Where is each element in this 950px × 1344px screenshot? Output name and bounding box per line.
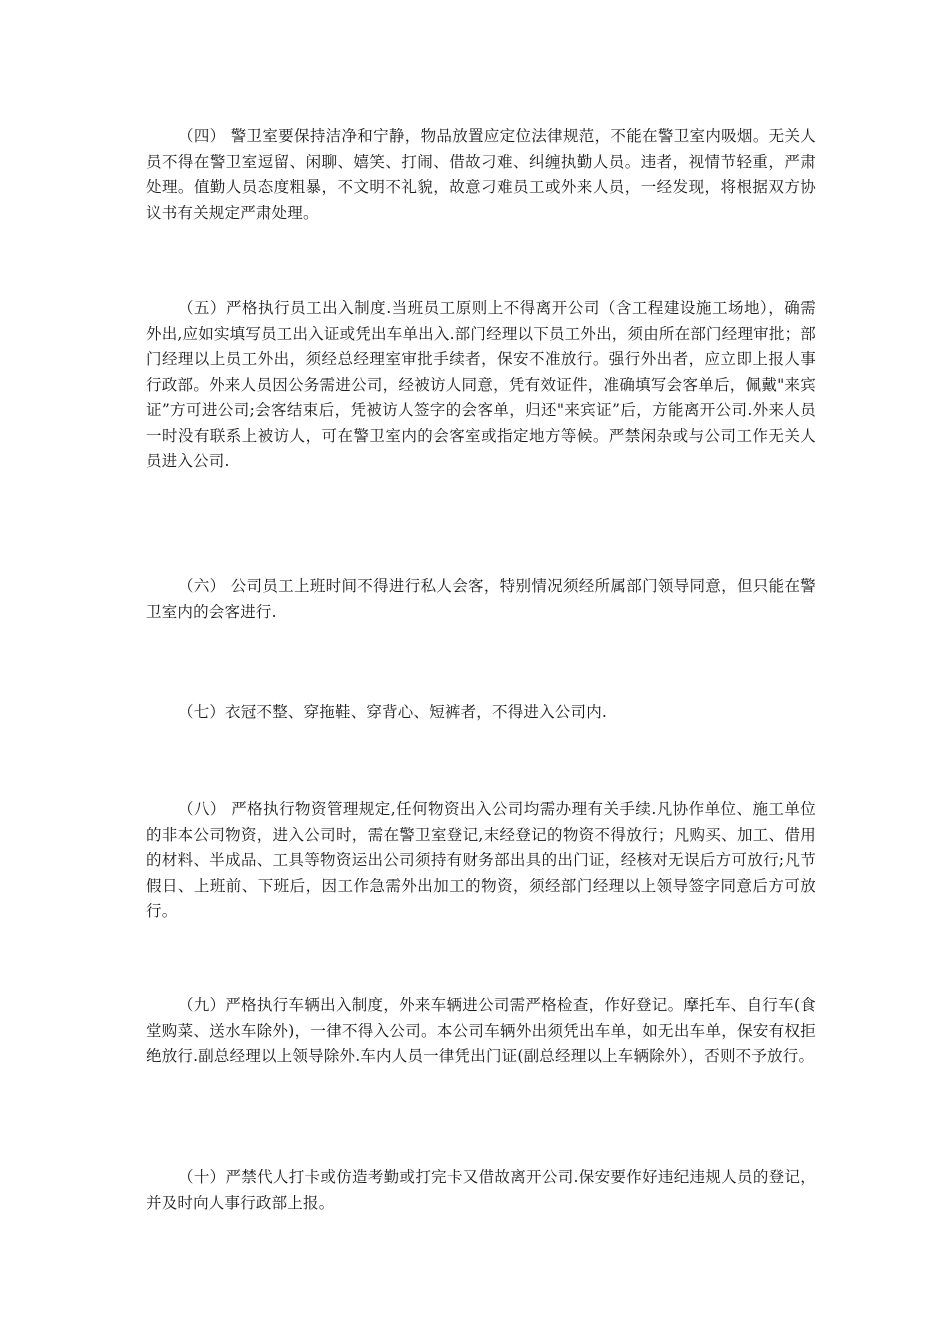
paragraph-6: （六） 公司员工上班时间不得进行私人会客，特别情况须经所属部门领导同意，但只能在警卫室内的会客进行. — [146, 577, 816, 621]
paragraph-5: （五）严格执行员工出入制度.当班员工原则上不得离开公司（含工程建设施工场地），确需外出,应如实填写员工出入证或凭出车单出入.部门经理以下员工外出，须由所在部门经理审批；部门经理以上员工外出，须经总经理室审批手续者，保安不准放行。强行外出者，应立即上报人事行政部。外来人员因公务需进公司，经被访人同意，凭有效证件，准确填写会客单后，佩戴"来宾证”方可进公司;会客结束后，凭被访人签字的会客单，归还"来宾证”后，方能离开公司.外来人员一时没有联系上被访人，可在警卫室内的会客室或指定地方等候。严禁闲杂或与公司工作无关人员进入公司. — [146, 299, 816, 470]
paragraph-4: （四） 警卫室要保持洁净和宁静，物品放置应定位法律规范，不能在警卫室内吸烟。无关人员不得在警卫室逗留、闲聊、嬉笑、打闹、借故刁难、纠缠执勤人员。违者，视情节轻重，严肃处理。值勤人员态度粗暴，不文明不礼貌，故意刁难员工或外来人员，一经发现，将根据双方协议书有关规定严肃处理。 — [146, 127, 816, 222]
paragraph-9: （九）严格执行车辆出入制度，外来车辆进公司需严格检查，作好登记。摩托车、自行车(食堂购菜、送水车除外)，一律不得入公司。本公司车辆外出须凭出车单，如无出车单，保安有权拒绝放行.副总经理以上领导除外.车内人员一律凭出门证(副总经理以上车辆除外），否则不予放行。 — [146, 996, 816, 1065]
paragraph-7: （七）衣冠不整、穿拖鞋、穿背心、短裤者，不得进入公司内. — [178, 703, 608, 721]
paragraph-10: （十）严禁代人打卡或仿造考勤或打完卡又借故离开公司.保安要作好违纪违规人员的登记，并及时向人事行政部上报。 — [146, 1168, 816, 1212]
paragraph-8: （八） 严格执行物资管理规定,任何物资出入公司均需办理有关手续.凡协作单位、施工单位的非本公司物资，进入公司时，需在警卫室登记,末经登记的物资不得放行；凡购买、加工、借用的材料、半成品、工具等物资运出公司须持有财务部出具的出门证，经核对无误后方可放行;凡节假日、上班前、下班后，因工作急需外出加工的物资，须经部门经理以上领导签字同意后方可放行。 — [146, 800, 816, 920]
